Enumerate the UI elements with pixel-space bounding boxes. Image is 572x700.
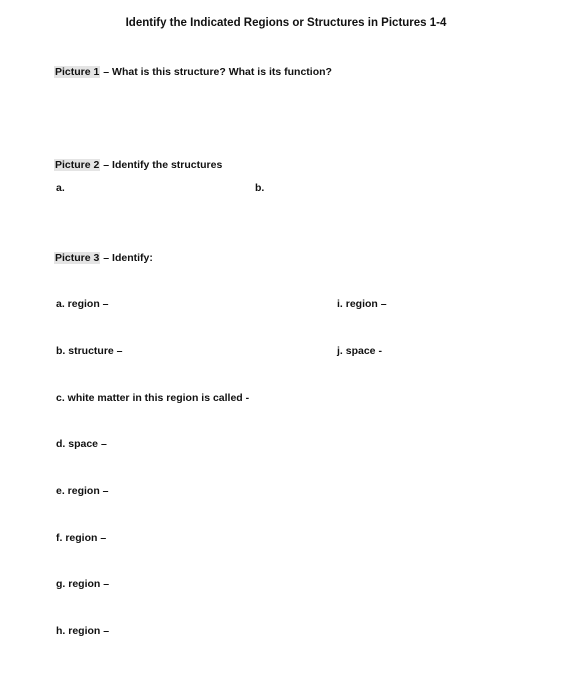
item-d: d. space –	[56, 438, 107, 450]
item-a: a. region –	[56, 298, 109, 310]
picture-1-text: – What is this structure? What is its function?	[100, 66, 332, 78]
picture-2-label: Picture 2	[55, 159, 100, 171]
item-h: h. region –	[56, 625, 110, 637]
picture-2-text: – Identify the structures	[100, 159, 223, 171]
item-e: e. region –	[56, 485, 109, 497]
item-f: f. region –	[56, 532, 107, 544]
picture-1-label: Picture 1	[55, 66, 100, 78]
picture-1-question	[54, 66, 332, 78]
item-i: i. region –	[337, 298, 387, 310]
item-b: b. structure –	[56, 345, 123, 357]
picture-2-question	[54, 159, 222, 171]
document-title: Identify the Indicated Regions or Structures in Pictures 1-4	[125, 17, 447, 29]
picture-3-label: Picture 3	[55, 252, 100, 264]
item-g: g. region –	[56, 578, 110, 590]
item-j: j. space -	[337, 345, 382, 357]
picture-3-text: – Identify:	[100, 252, 153, 264]
item-c: c. white matter in this region is called -	[56, 392, 250, 404]
picture-2-item-a: a.	[56, 182, 65, 194]
picture-3-question	[54, 252, 153, 264]
picture-2-item-b: b.	[255, 182, 265, 194]
